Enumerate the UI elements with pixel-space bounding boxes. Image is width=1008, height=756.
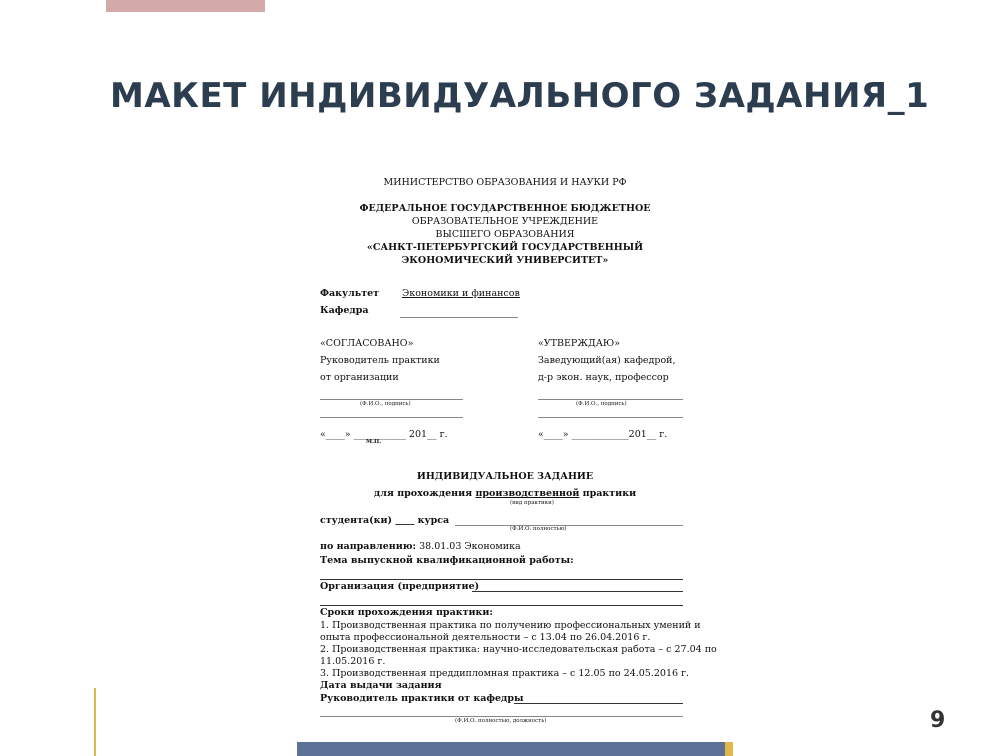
organization-label: Организация (предприятие): [320, 581, 480, 592]
supervisor-line: [514, 703, 683, 704]
agreed-date: «____» ___________ 201__ г.: [320, 429, 448, 440]
agreed-line-1: Руководитель практики: [320, 355, 440, 366]
agreed-line-2: от организации: [320, 372, 399, 383]
assignment-subheading: для прохождения производственной практики: [373, 488, 637, 499]
terms-label: Сроки прохождения практики:: [320, 607, 493, 618]
supervisor-second-line: [320, 716, 683, 717]
department-label: Кафедра: [320, 305, 369, 316]
department-line: [400, 317, 518, 318]
approved-line-2: д-р экон. наук, профессор: [538, 372, 669, 383]
issue-date-label: Дата выдачи задания: [320, 680, 442, 691]
agreed-signature-caption: (Ф.И.О., подпись): [360, 401, 411, 407]
approved-signature-line: [538, 399, 683, 400]
top-accent-bar: [106, 0, 265, 12]
bottom-bar-accent: [725, 742, 733, 756]
practice-type-caption: (вид практики): [510, 500, 554, 506]
supervisor-caption: (Ф.И.О. полностью, должность): [455, 718, 547, 724]
approved-line-1: Заведующий(ая) кафедрой,: [538, 355, 676, 366]
term-2-line-2: 11.05.2016 г.: [320, 656, 386, 667]
page-number: 9: [930, 708, 946, 733]
direction-line: по направлению: 38.01.03 Экономика: [320, 541, 521, 552]
agreed-title: «СОГЛАСОВАНО»: [320, 338, 414, 349]
term-1-line-2: опыта профессиональной деятельности – с 13.04 по 26.04.2016 г.: [320, 632, 651, 643]
student-label: студента(ки) ____ курса: [320, 515, 450, 526]
organization-second-line: [320, 605, 683, 606]
agreed-second-line: [320, 417, 463, 418]
student-name-line: [455, 525, 683, 526]
institution-line-5: ЭКОНОМИЧЕСКИЙ УНИВЕРСИТЕТ»: [401, 255, 609, 266]
approved-date: «____» ____________201__ г.: [538, 429, 668, 440]
institution-line-3: ВЫСШЕГО ОБРАЗОВАНИЯ: [435, 229, 575, 240]
left-accent-line: [94, 688, 96, 756]
topic-line: [320, 579, 683, 580]
faculty-label: Факультет: [320, 288, 380, 299]
agreed-signature-line: [320, 399, 463, 400]
approved-signature-caption: (Ф.И.О., подпись): [576, 401, 627, 407]
institution-line-2: ОБРАЗОВАТЕЛЬНОЕ УЧРЕЖДЕНИЕ: [411, 216, 599, 227]
ministry-line: МИНИСТЕРСТВО ОБРАЗОВАНИЯ И НАУКИ РФ: [383, 177, 627, 188]
student-name-caption: (Ф.И.О. полностью): [510, 526, 567, 532]
organization-line: [472, 591, 683, 592]
bottom-bar: [297, 742, 725, 756]
approved-title: «УТВЕРЖДАЮ»: [538, 338, 621, 349]
institution-line-4: «САНКТ-ПЕТЕРБУРГСКИЙ ГОСУДАРСТВЕННЫЙ: [366, 242, 644, 253]
slide-title: МАКЕТ ИНДИВИДУАЛЬНОГО ЗАДАНИЯ_1: [110, 76, 930, 116]
assignment-heading: ИНДИВИДУАЛЬНОЕ ЗАДАНИЕ: [416, 471, 594, 482]
faculty-value: Экономики и финансов: [402, 288, 520, 299]
stamp-mark: М.П.: [366, 439, 382, 445]
term-1-line-1: 1. Производственная практика по получению профессиональных умений и: [320, 620, 701, 631]
term-3: 3. Производственная преддипломная практика – с 12.05 по 24.05.2016 г.: [320, 668, 690, 679]
institution-line-1: ФЕДЕРАЛЬНОЕ ГОСУДАРСТВЕННОЕ БЮДЖЕТНОЕ: [359, 203, 651, 214]
approved-second-line: [538, 417, 683, 418]
thesis-topic-label: Тема выпускной квалификационной работы:: [320, 555, 574, 566]
document-scan: [300, 165, 717, 735]
term-2-line-1: 2. Производственная практика: научно-исследовательская работа – с 27.04 по: [320, 644, 717, 655]
supervisor-label: Руководитель практики от кафедры: [320, 693, 524, 704]
